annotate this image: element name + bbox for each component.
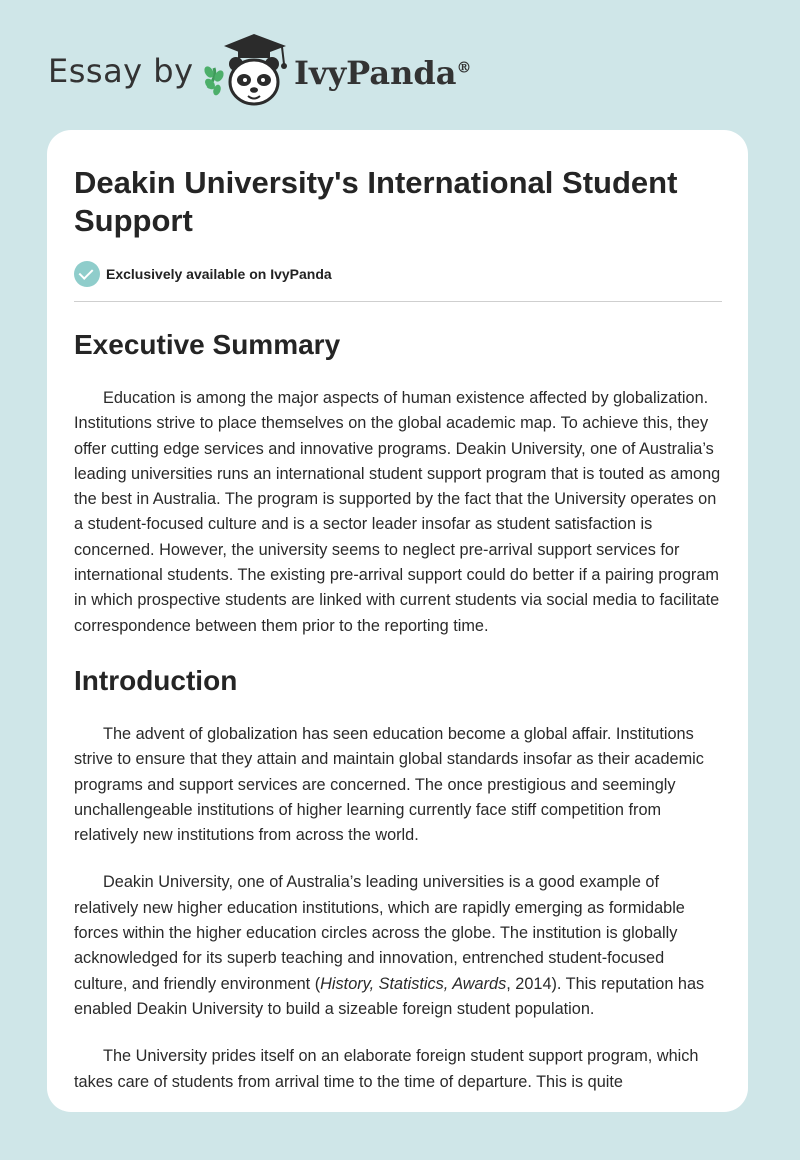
paragraph: Education is among the major aspects of human existence affected by globalization. Institutions strive to place themselves on the global academic map. To achieve this, they offer cutting edge services and innovative programs. Deakin University, one of Australia’s leading universities runs an international student support program that is touted as among the best in Australia. The program is supported by the fact that the University operates on a student-focused culture and is a sector leader insofar as student satisfaction is concerned. However, the university seems to neglect pre-arrival support services for international students. The existing pre-arrival support could do better if a pairing program in which prospective students are linked with current students via social media to facilitate correspondence between them prior to the reporting time. <box>74 389 721 635</box>
section-introduction <box>74 664 722 1095</box>
paragraph-with-citation <box>74 870 722 1022</box>
brand-prefix: Essay by <box>48 52 194 90</box>
paragraph-text: Deakin University, one of Australia’s leading universities is a good example of relatively new higher education institutions, which are rapidly emerging as formidable forces within the higher education circles across the globe. The institution is globally acknowledged for its superb teaching and innovation, entrenched student-focused culture, and friendly environment ( <box>74 873 685 993</box>
brand-name: IvyPanda® <box>294 54 472 92</box>
paragraph: The advent of globalization has seen education become a global affair. Institutions strive to ensure that they attain and maintain global standards insofar as their academic programs and support services are concerned. The once prestigious and seemingly unchallengeable institutions of higher learning currently face stiff competition from relatively new institutions from across the world. <box>74 724 704 845</box>
exclusive-badge-label: Exclusively available on IvyPanda <box>106 266 332 282</box>
section-executive-summary <box>74 328 722 639</box>
paragraph-text: , 2014). This reputation has enabled Deakin University to build a sizeable foreign student population. <box>74 974 705 1018</box>
page-title: Deakin University's International Student Support <box>74 165 678 238</box>
essay-card <box>47 130 748 1112</box>
paragraph: The University prides itself on an elaborate foreign student support program, which takes care of students from arrival time to the time of departure. This is quite <box>74 1047 699 1091</box>
check-circle-icon <box>74 261 100 287</box>
section-heading: Introduction <box>74 664 238 696</box>
section-heading: Executive Summary <box>74 329 341 360</box>
panda-graduate-icon <box>202 30 298 110</box>
brand-header[interactable] <box>48 30 508 110</box>
divider <box>74 301 722 302</box>
citation-title: History, Statistics, Awards <box>320 974 507 993</box>
exclusive-badge <box>74 260 722 288</box>
